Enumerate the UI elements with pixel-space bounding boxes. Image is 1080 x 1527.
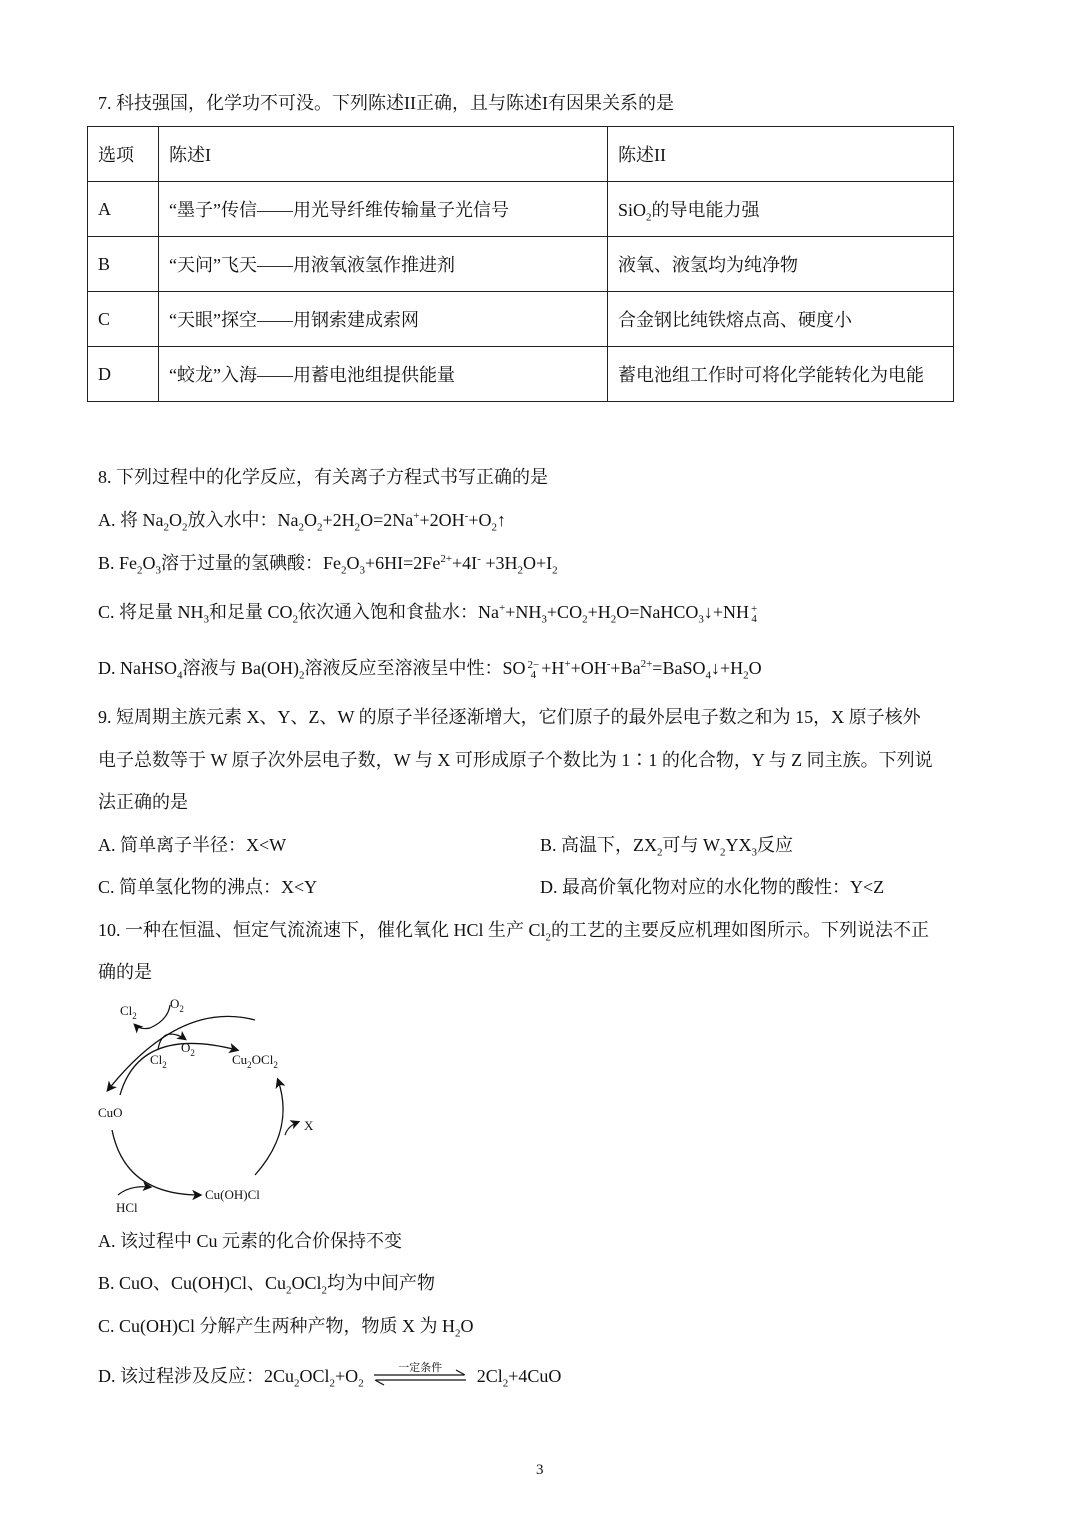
header-option: 选项	[88, 127, 159, 182]
text-run: 放入水中：Na	[187, 510, 299, 530]
q10-d-products	[476, 1366, 562, 1390]
q10-option-c	[98, 1314, 474, 1338]
statement-2	[608, 347, 954, 402]
x-out-arrow	[285, 1122, 298, 1135]
q9-option-b	[540, 833, 793, 857]
text-run: +4I	[452, 553, 478, 573]
subscript: 2	[720, 846, 726, 859]
stacked-scripts	[528, 660, 540, 680]
q9-stem-line3	[98, 790, 188, 814]
statement-1	[159, 292, 608, 347]
subscript: 2	[294, 1377, 300, 1390]
header-statement-1: 陈述I	[159, 127, 608, 182]
text-run: 合金钢比纯铁熔点高、硬度小	[618, 310, 852, 330]
subscript: 2	[329, 1377, 336, 1390]
q7-table	[87, 126, 954, 402]
text-run: “蛟龙”入海——用蓄电池组提供能量	[169, 365, 455, 385]
subscript: 2	[545, 931, 552, 944]
superscript: 2+	[640, 658, 653, 670]
text-run: 的导电能力强	[651, 200, 760, 220]
q9-stem-line2	[98, 748, 933, 772]
equilibrium-arrow-icon	[372, 1368, 468, 1388]
text-run: O	[304, 510, 317, 530]
subscript: 2	[182, 521, 188, 534]
text-run: 反应	[757, 835, 793, 855]
text-run: A. 简单离子半径：X<W	[98, 835, 287, 855]
text-run: O	[748, 658, 762, 678]
text-run: D. 最高价氧化物对应的水化物的酸性：Y<Z	[540, 877, 885, 897]
superscript: -	[606, 658, 611, 670]
header-statement-2: 陈述II	[608, 127, 954, 182]
q10-option-b	[98, 1271, 435, 1295]
o2-in-cl2-out-arrow	[135, 1005, 170, 1029]
text-run: +3H	[480, 553, 518, 573]
label-cuo: CuO	[98, 1105, 123, 1120]
text-run: +O	[335, 1366, 359, 1386]
text-run: +H	[587, 602, 611, 622]
text-run: O=2Na	[360, 510, 414, 530]
text-run: D. NaHSO	[98, 658, 177, 678]
text-run: C. 简单氢化物的沸点：X<Y	[98, 877, 318, 897]
subscript: 3	[359, 564, 366, 577]
option-label: A	[88, 182, 159, 237]
text-run: 的工艺的主要反应机理如图所示。下列说法不正	[551, 920, 930, 940]
subscript: 2	[163, 521, 169, 534]
text-run: A. 该过程中 Cu 元素的化合价保持不变	[98, 1231, 403, 1251]
text-run: 电子总数等于 W 原子次外层电子数，W 与 X 可形成原子个数比为 1∶1 的化合物，Y 与 Z 同主族。下列说	[98, 750, 933, 770]
subscript: 2	[491, 521, 497, 534]
text-run: O+I	[523, 553, 553, 573]
text-run: 溶于过量的氢碘酸：Fe	[161, 553, 342, 573]
label-cl2-in: $Cl_2$	[150, 1052, 167, 1070]
text-run: “墨子”传信——用光导纤维传输量子光信号	[169, 200, 509, 220]
label-cu2ocl2: $Cu_2OCl_2$	[232, 1052, 278, 1070]
option-label: B	[88, 237, 159, 292]
superscript: -	[477, 553, 481, 565]
subscript: 4	[177, 669, 183, 682]
text-run: +H	[541, 658, 565, 678]
text-run: +O	[468, 510, 492, 530]
text-run: 9. 短周期主族元素 X、Y、Z、W 的原子半径逐渐增大，它们原子的最外层电子数之和为 15，X 原子核外	[98, 707, 921, 727]
label-x: X	[304, 1118, 314, 1133]
text-run: D. 该过程涉及反应：2Cu	[98, 1366, 295, 1386]
subscript: 3	[541, 613, 547, 626]
superscript: 2+	[440, 553, 453, 565]
formula-script: 4	[530, 668, 537, 681]
text-run: +4CuO	[508, 1366, 562, 1386]
text-run: 8. 下列过程中的化学反应，有关离子方程式书写正确的是	[98, 467, 548, 487]
statement-2	[608, 182, 954, 237]
subscript: 2	[358, 1377, 364, 1390]
text-run: 液氧、液氢均为纯净物	[618, 255, 798, 275]
text-run: SiO	[618, 200, 647, 220]
subscript: 2	[743, 669, 749, 682]
text-run: C. Cu(OH)Cl 分解产生两种产物，物质 X 为 H	[98, 1316, 456, 1336]
text-run: +6HI=2Fe	[365, 553, 441, 573]
subscript: 2	[292, 613, 299, 626]
text-run: 10. 一种在恒温、恒定气流流速下，催化氧化 HCl 生产 Cl	[98, 920, 546, 940]
text-run: +CO	[546, 602, 583, 622]
text-run: ↓+NH	[703, 602, 750, 622]
superscript: +	[413, 510, 420, 522]
text-run: OCl	[299, 1366, 330, 1386]
text-run: B. CuO、Cu(OH)Cl、Cu	[98, 1273, 287, 1293]
table-row	[88, 347, 954, 402]
text-run: B. Fe	[98, 553, 138, 573]
label-hcl: HCl	[116, 1200, 138, 1215]
arc-arrow-to-cuohcl	[112, 1130, 200, 1195]
text-run: 可与 W	[662, 835, 720, 855]
text-run: 溶液反应至溶液呈中性：SO	[304, 658, 526, 678]
subscript: 2	[286, 1284, 292, 1297]
text-run: O	[460, 1316, 474, 1336]
text-run: 蓄电池组工作时可将化学能转化为电能	[618, 365, 924, 385]
subscript: 2	[657, 846, 663, 859]
text-run: “天眼”探空——用钢索建成索网	[169, 310, 419, 330]
arc-arrow-to-cu2ocl2	[120, 1043, 237, 1095]
text-run: +Ba	[610, 658, 641, 678]
q8-option-c	[98, 600, 759, 624]
text-run: O	[346, 553, 360, 573]
text-run: 7. 科技强国，化学功不可没。下列陈述II正确，且与陈述I有因果关系的是	[98, 93, 674, 113]
q9-option-a	[98, 833, 286, 857]
subscript: 2	[517, 564, 524, 577]
superscript: -	[464, 510, 469, 522]
q9-option-c	[98, 875, 317, 899]
text-run: 溶液与 Ba(OH)	[182, 658, 299, 678]
text-run: +OH	[570, 658, 607, 678]
q7-stem	[98, 91, 674, 115]
page-number: 3	[536, 1462, 544, 1478]
statement-1	[159, 347, 608, 402]
subscript: 3	[155, 564, 162, 577]
q8-option-b	[98, 551, 558, 575]
subscript: 2	[582, 613, 588, 626]
subscript: 4	[705, 669, 711, 682]
text-run: OCl	[291, 1273, 322, 1293]
subscript: 2	[354, 521, 361, 534]
q8-option-a	[98, 508, 506, 532]
arc-arrow-from-cuohcl	[255, 1080, 283, 1175]
subscript: 2	[341, 564, 347, 577]
subscript: 2	[298, 521, 304, 534]
label-o2-in: $O_2$	[170, 996, 184, 1014]
superscript: +	[499, 602, 506, 614]
text-run: 均为中间产物	[327, 1273, 436, 1293]
formula-script: +	[751, 602, 758, 615]
label-o2-out: $O_2$	[181, 1040, 195, 1058]
subscript: 3	[203, 613, 210, 626]
label-cl2-out: $Cl_2$	[120, 1003, 137, 1021]
statement-1	[159, 237, 608, 292]
text-run: O=NaHCO	[616, 602, 699, 622]
q10-option-d	[98, 1361, 562, 1390]
subscript: 2	[298, 669, 305, 682]
subscript: 2	[646, 211, 652, 224]
text-run: ↓+H	[710, 658, 744, 678]
q10-option-a	[98, 1229, 402, 1253]
q8-option-d	[98, 656, 762, 680]
table-header-row	[88, 127, 954, 182]
superscript: +	[564, 658, 571, 670]
label-cuohcl: Cu(OH)Cl	[205, 1187, 260, 1202]
subscript: 2	[321, 1284, 328, 1297]
subscript: 2	[317, 521, 323, 534]
table-row	[88, 292, 954, 347]
q8-stem	[98, 465, 548, 489]
q10-stem-line1	[98, 918, 929, 942]
option-label: D	[88, 347, 159, 402]
text-run: 法正确的是	[98, 792, 188, 812]
text-run: O	[142, 553, 156, 573]
reversible-arrow	[372, 1361, 468, 1388]
reaction-mechanism-diagram	[90, 990, 350, 1220]
text-run: YX	[725, 835, 752, 855]
statement-1	[159, 182, 608, 237]
subscript: 3	[751, 846, 757, 859]
text-run: 依次通入饱和食盐水：Na	[298, 602, 500, 622]
table-row	[88, 182, 954, 237]
text-run: =BaSO	[652, 658, 706, 678]
text-run: 2Cl	[476, 1366, 503, 1386]
text-run: 确的是	[98, 962, 152, 982]
subscript: 2	[455, 1327, 461, 1340]
subscript: 3	[698, 613, 704, 626]
q9-option-d	[540, 875, 884, 899]
formula-script: 4	[751, 612, 757, 625]
q9-stem-line1	[98, 705, 921, 729]
text-run: ↑	[497, 510, 506, 530]
q10-stem-line2	[98, 960, 152, 984]
text-run: +2H	[322, 510, 355, 530]
subscript: 2	[137, 564, 143, 577]
reaction-condition: 一定条件	[398, 1361, 443, 1374]
table-row	[88, 237, 954, 292]
text-run: O	[169, 510, 182, 530]
text-run: “天问”飞天——用液氧液氢作推进剂	[169, 255, 455, 275]
text-run: +NH	[505, 602, 542, 622]
option-label: C	[88, 292, 159, 347]
subscript: 2	[502, 1377, 509, 1390]
text-run: A. 将 Na	[98, 510, 164, 530]
statement-2	[608, 237, 954, 292]
text-run: 和足量 CO	[209, 602, 293, 622]
hcl-in-arrow	[118, 1187, 150, 1195]
subscript: 2	[610, 613, 617, 626]
text-run: B. 高温下，ZX	[540, 835, 657, 855]
q10-d-reactants	[98, 1366, 364, 1390]
stacked-scripts	[751, 604, 757, 624]
text-run: C. 将足量 NH	[98, 602, 204, 622]
subscript: 2	[552, 564, 558, 577]
text-run: +2OH	[419, 510, 465, 530]
formula-script: 2−	[527, 658, 540, 671]
statement-2	[608, 292, 954, 347]
